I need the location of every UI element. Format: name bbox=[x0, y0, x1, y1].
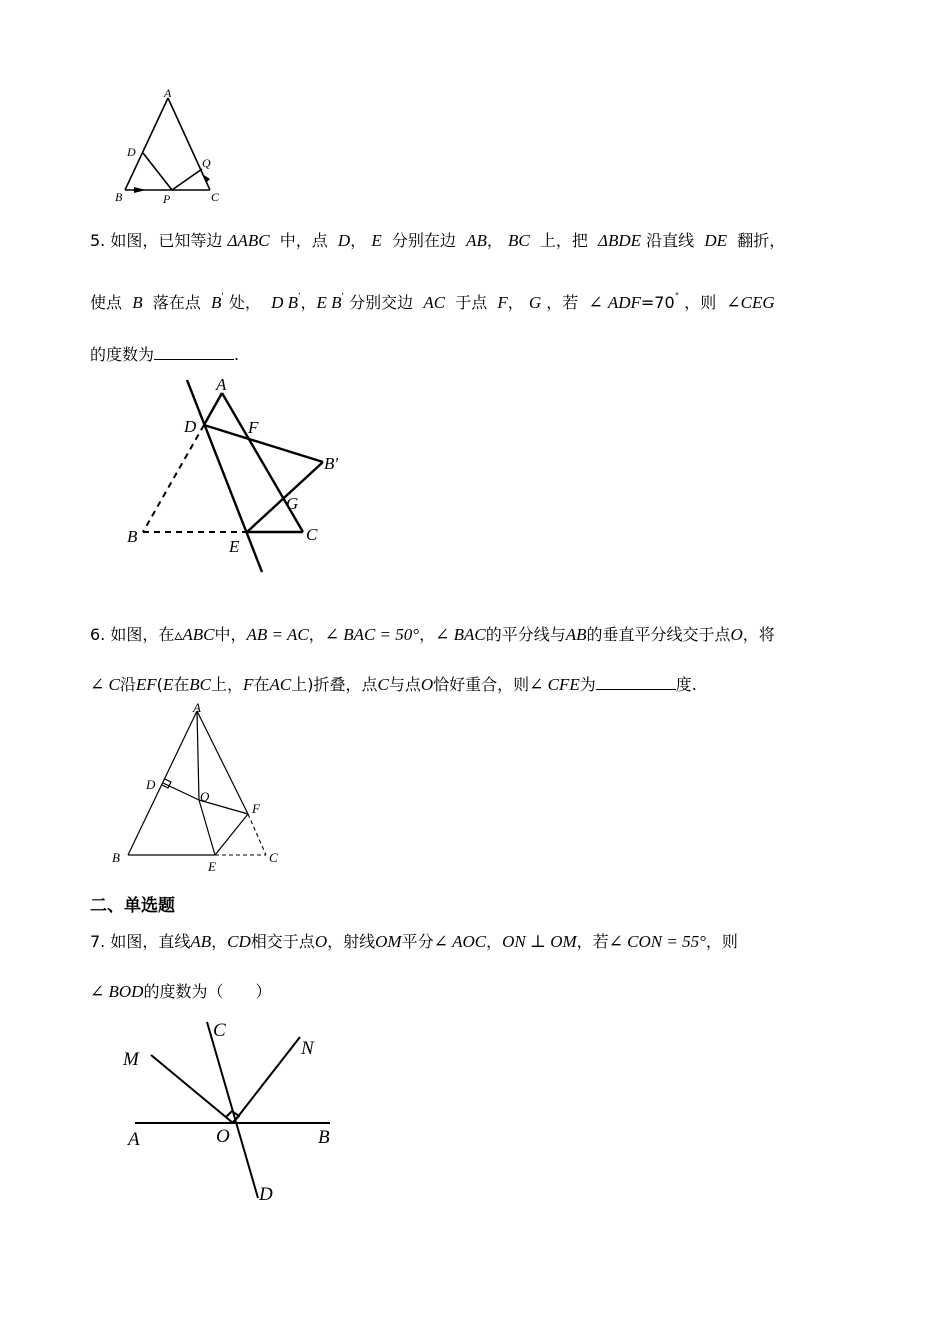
label-a: A bbox=[128, 1129, 140, 1150]
label-e: E bbox=[229, 537, 240, 556]
q7-line-2: ∠ BOD的度数为（ ） bbox=[90, 982, 272, 1001]
q5-line-3: 的度数为 . bbox=[90, 345, 240, 364]
figure-q6-triangle bbox=[105, 698, 290, 878]
q6-line-1: 6. 如图，在▵ABC中，AB = AC，∠ BAC = 50°，∠ BAC的平分线与AB的垂直平分线交于点O，将 bbox=[90, 625, 775, 644]
arrow-bp-icon bbox=[134, 187, 146, 193]
label-o: O bbox=[216, 1126, 230, 1147]
label-b-prime: B′ bbox=[324, 454, 339, 473]
figure-q5-fold bbox=[120, 365, 360, 580]
label-c: C bbox=[211, 190, 220, 204]
label-b: B bbox=[115, 190, 123, 204]
label-f: F bbox=[252, 801, 260, 816]
label-d: D bbox=[259, 1184, 273, 1205]
label-c: C bbox=[306, 525, 318, 544]
section-heading: 二、单选题 bbox=[90, 896, 175, 916]
q5-line-1: 5. 如图，已知等边 ΔABC 中，点 D， E 分别在边 AB， BC 上，把 ΔBDE 沿直线 DE 翻折， bbox=[90, 231, 786, 250]
label-b: B bbox=[127, 527, 138, 546]
answer-blank[interactable] bbox=[596, 675, 676, 690]
q7-line-1: 7. 如图，直线AB，CD相交于点O，射线OM平分∠ AOC，ON ⊥ OM，若∠ CON = 55°，则 bbox=[90, 932, 738, 951]
label-a: A bbox=[164, 86, 172, 100]
label-a: A bbox=[216, 375, 227, 394]
label-c: C bbox=[213, 1020, 226, 1041]
label-n: N bbox=[301, 1038, 314, 1059]
label-o: O bbox=[200, 789, 210, 804]
label-e: E bbox=[208, 859, 216, 874]
label-p: P bbox=[163, 192, 171, 206]
label-q: Q bbox=[202, 156, 211, 170]
label-d: D bbox=[127, 145, 136, 159]
label-d: D bbox=[184, 417, 197, 436]
label-b: B bbox=[112, 850, 120, 865]
label-g: G bbox=[286, 494, 299, 513]
label-b: B bbox=[318, 1127, 330, 1148]
label-m: M bbox=[123, 1049, 139, 1070]
q5-line-2: 使点 B 落在点 B' 处， D B'，E B' 分别交边 AC 于点 F， G ，若 ∠ ADF=70° ，则 ∠CEG bbox=[90, 292, 775, 312]
label-f: F bbox=[248, 418, 259, 437]
label-a: A bbox=[193, 700, 201, 715]
figure-q7-lines bbox=[115, 1010, 355, 1210]
q6-line-2: ∠ C沿EF(E在BC上，F在AC上)折叠，点C与点O恰好重合，则∠ CFE为 度. bbox=[90, 675, 697, 694]
figure-q4-triangle bbox=[100, 85, 240, 210]
label-c: C bbox=[269, 850, 278, 865]
label-d: D bbox=[146, 777, 156, 792]
answer-blank[interactable] bbox=[154, 345, 234, 360]
